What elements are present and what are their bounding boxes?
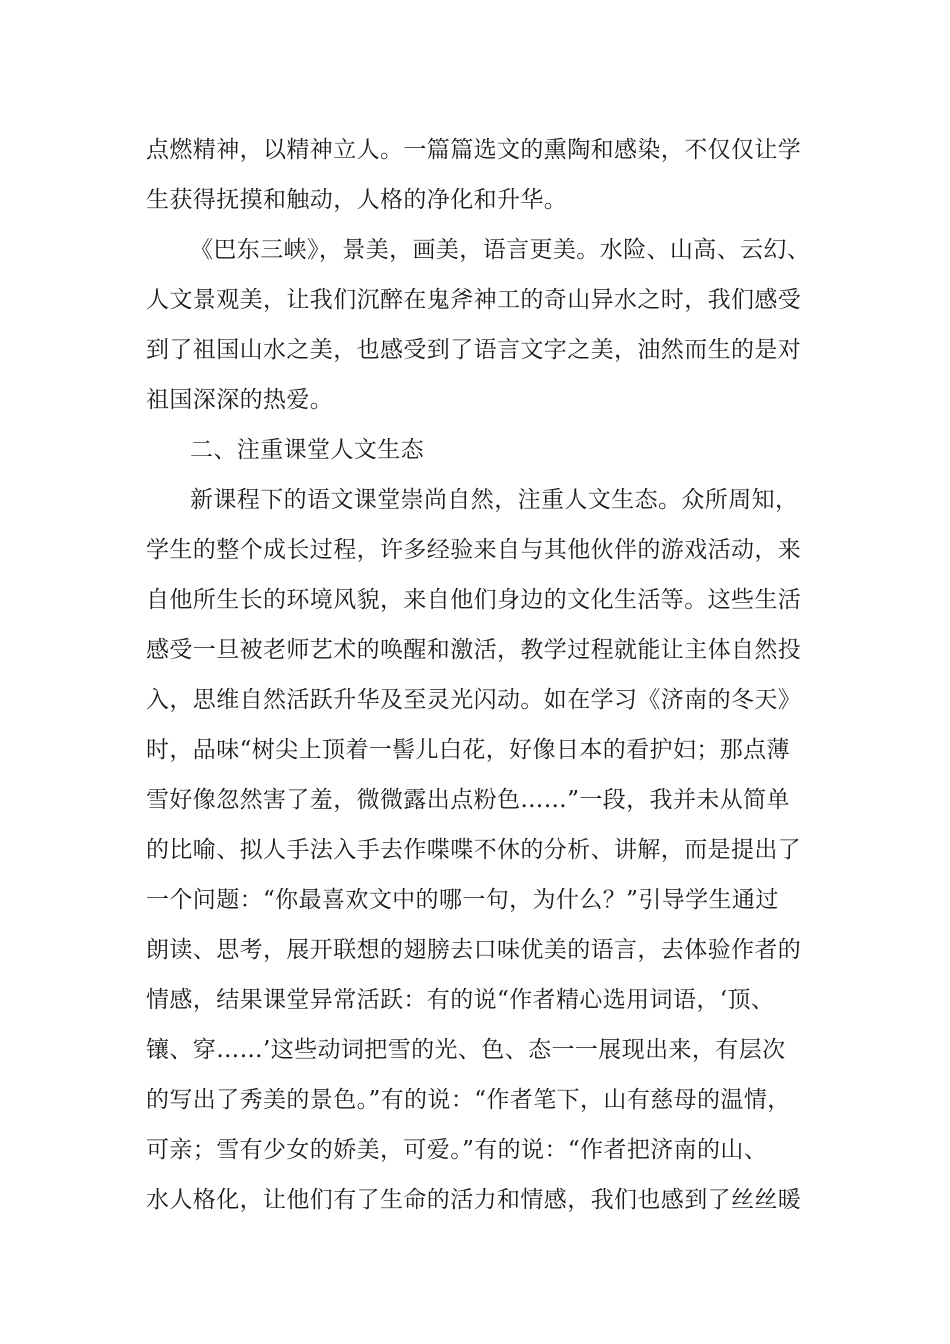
text-line: 新课程下的语文课堂崇尚自然，注重人文生态。众所周知， [190, 487, 799, 513]
text-line: 镶、穿……’这些动词把雪的光、色、态一一展现出来，有层次 [146, 1037, 786, 1063]
text-line: 入，思维自然活跃升华及至灵光闪动。如在学习《济南的冬天》 [146, 687, 802, 713]
text-line: 学生的整个成长过程，许多经验来自与其他伙伴的游戏活动，来 [146, 537, 802, 563]
text-line: 水人格化，让他们有了生命的活力和情感，我们也感到了丝丝暖 [146, 1187, 802, 1213]
text-line: 的写出了秀美的景色。”有的说：“作者笔下，山有慈母的温情， [146, 1087, 791, 1113]
text-line: 可亲；雪有少女的娇美，可爱。”有的说：“作者把济南的山、 [146, 1137, 768, 1163]
text-line: 的比喻、拟人手法入手去作喋喋不休的分析、讲解，而是提出了 [146, 837, 802, 863]
text-line: 生获得抚摸和触动，人格的净化和升华。 [146, 187, 568, 213]
text-line: 一个问题：“你最喜欢文中的哪一句，为什么？”引导学生通过 [146, 887, 779, 913]
text-line: 自他所生长的环境风貌，来自他们身边的文化生活等。这些生活 [146, 587, 802, 613]
text-line: 到了祖国山水之美，也感受到了语言文字之美，油然而生的是对 [146, 337, 802, 363]
text-line: 朗读、思考，展开联想的翅膀去口味优美的语言，去体验作者的 [146, 937, 802, 963]
text-line: 点燃精神，以精神立人。一篇篇选文的熏陶和感染，不仅仅让学 [146, 137, 802, 163]
text-line: 感受一旦被老师艺术的唤醒和激活，教学过程就能让主体自然投 [146, 637, 802, 663]
text-line: 雪好像忽然害了羞，微微露出点粉色……”一段，我并未从简单 [146, 787, 790, 813]
section-heading: 二、注重课堂人文生态 [190, 437, 424, 463]
text-line: 《巴东三峡》，景美，画美，语言更美。水险、山高、云幻、 [190, 237, 811, 263]
text-line: 人文景观美，让我们沉醉在鬼斧神工的奇山异水之时，我们感受 [146, 287, 802, 313]
text-line: 情感，结果课堂异常活跃：有的说“作者精心选用词语，‘顶、 [146, 987, 775, 1013]
text-line: 祖国深深的热爱。 [146, 387, 334, 413]
text-line: 时，品味“树尖上顶着一髻儿白花，好像日本的看护妇；那点薄 [146, 737, 790, 763]
